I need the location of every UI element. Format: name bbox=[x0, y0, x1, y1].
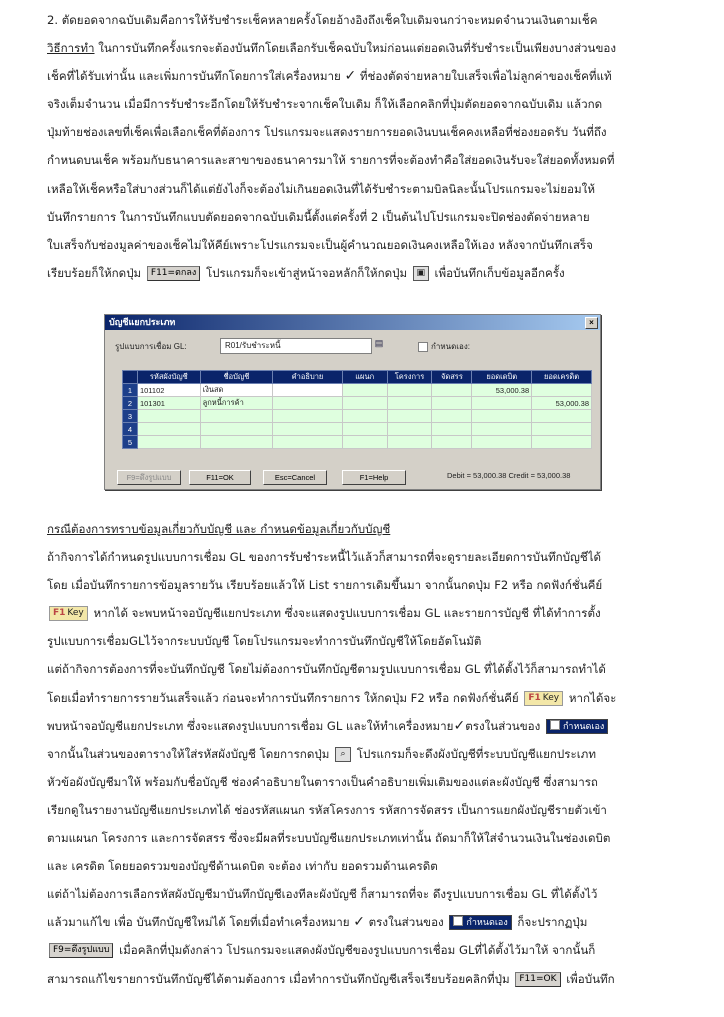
table-cell[interactable] bbox=[273, 436, 343, 449]
section1-line: กำหนดบนเช็ค พร้อมกับธนาคารและสาขาของธนาคารมาให้ รายการที่จะต้องทำคือใส่ยอดเงินรับจะใส่ยอดทั้งหมดที่ bbox=[47, 153, 615, 168]
row-number: 2 bbox=[123, 397, 138, 410]
row-number: 4 bbox=[123, 423, 138, 436]
table-cell[interactable] bbox=[200, 436, 273, 449]
table-cell[interactable] bbox=[532, 410, 592, 423]
section2-line: สามารถแก้ไขรายการบันทึกบัญชีได้ตามต้องการ เมื่อทำการบันทึกบัญชีเสร็จเรียบร้อยคลิกที่ปุ่ม F11=OK เพื่อบันทึก bbox=[47, 971, 615, 986]
f11-ok-chip[interactable]: F11=OK bbox=[515, 972, 560, 987]
row-number: 1 bbox=[123, 384, 138, 397]
column-header: แผนก bbox=[342, 371, 387, 384]
ok-button[interactable]: F11=OK bbox=[189, 470, 251, 485]
lookup-icon[interactable]: ▤ bbox=[374, 338, 384, 348]
column-header: รหัสผังบัญชี bbox=[137, 371, 200, 384]
table-cell[interactable] bbox=[432, 410, 472, 423]
table-cell[interactable] bbox=[472, 410, 532, 423]
table-cell[interactable] bbox=[342, 384, 387, 397]
gl-dialog bbox=[104, 314, 601, 490]
table-cell[interactable] bbox=[472, 436, 532, 449]
section2-paragraph bbox=[47, 515, 695, 993]
table-row[interactable] bbox=[123, 384, 592, 397]
section2-line: และ เครดิต โดยยอดรวมของบัญชีด้านเดบิต จะต้อง เท่ากับ ยอดรวมด้านเครดิต bbox=[47, 859, 438, 874]
custom-checkbox[interactable] bbox=[418, 342, 428, 352]
f9-template-button[interactable]: F9=ดึงรูปแบบ bbox=[117, 470, 181, 485]
section1-paragraph bbox=[47, 6, 695, 287]
table-cell[interactable] bbox=[342, 410, 387, 423]
table-cell[interactable] bbox=[387, 397, 432, 410]
section1-line: วิธีการทำ ในการบันทึกครั้งแรกจะต้องบันทึกโดยเลือกรับเช็คฉบับใหม่ก่อนแต่ยอดเงินที่รับชำระเป็นเพียงบางส่วนของ bbox=[47, 41, 617, 56]
column-header: จัดสรร bbox=[432, 371, 472, 384]
table-row[interactable] bbox=[123, 436, 592, 449]
section1-line: 2. ตัดยอดจากฉบับเดิมคือการให้รับชำระเช็คหลายครั้งโดยอ้างอิงถึงเช็คใบเดิมจนกว่าจะหมดจำนวนเงินตามเช็ค bbox=[47, 13, 598, 27]
column-header bbox=[123, 371, 138, 384]
format-input[interactable]: R01/รับชำระหนี้ bbox=[220, 338, 372, 354]
table-cell[interactable] bbox=[432, 423, 472, 436]
save-icon[interactable]: ▣ bbox=[413, 266, 429, 281]
table-row[interactable] bbox=[123, 397, 592, 410]
table-cell[interactable] bbox=[137, 423, 200, 436]
section2-line: ตามแผนก โครงการ และการจัดสรร ซึ่งจะมีผลที่ระบบบัญชีแยกประเภทเท่านั้น ถัดมาก็ให้ใส่จำนวนเงินในช่องเดบิต bbox=[47, 831, 611, 846]
checkmark-icon: ✓ bbox=[353, 914, 365, 931]
section1-line: บันทึกรายการ ในการบันทึกแบบตัดยอดจากฉบับเดิมนี้ตั้งแต่ครั้งที่ 2 เป็นต้นไปโปรแกรมจะปิดช่องตัดจ่ายหลาย bbox=[47, 209, 590, 224]
table-row[interactable] bbox=[123, 423, 592, 436]
section1-line: เช็คที่ได้รับเท่านั้น และเพิ่มการบันทึกโดยการใส่เครื่องหมาย ✓ ที่ช่องตัดจ่ายหลายใบเสร็จเพื่อไม่ลูกค่าของเช็คที่แท้ bbox=[47, 68, 612, 85]
table-cell[interactable] bbox=[432, 397, 472, 410]
section2-line: เรียกดูในรายงานบัญชีแยกประเภทได้ ช่องรหัสแผนก รหัสโครงการ รหัสการจัดสรร เป็นการแยกผังบัญชีรายตัวเข้า bbox=[47, 802, 607, 817]
table-cell[interactable] bbox=[200, 423, 273, 436]
table-cell[interactable] bbox=[137, 436, 200, 449]
table-cell[interactable]: 101301 bbox=[137, 397, 200, 410]
table-cell[interactable] bbox=[472, 423, 532, 436]
section2-line: โดย เมื่อบันทึกรายการข้อมูลรายวัน เรียบร้อยแล้วให้ List รายการเดิมขึ้นมา จากนั้นกดปุ่ม F2 หรือ กดฟังก์ชั่นคีย์ bbox=[47, 578, 603, 593]
section1-line: ปุ่มท้ายช่องเลขที่เช็คเพื่อเลือกเช็คที่ต้องการ โปรแกรมจะแสดงรายการยอดเงินบนเช็คคงเหลือที่ช่องยอดรับ วันที่ถึง bbox=[47, 125, 607, 140]
table-header bbox=[123, 371, 592, 384]
cancel-button[interactable]: Esc=Cancel bbox=[263, 470, 327, 485]
custom-label: กำหนดเอง: bbox=[431, 342, 470, 351]
help-button[interactable]: F1=Help bbox=[342, 470, 406, 485]
table-cell[interactable] bbox=[273, 423, 343, 436]
f9-template-chip[interactable]: F9=ดึงรูปแบบ bbox=[49, 943, 113, 958]
section2-line: รูปแบบการเชื่อมGLไว้จากระบบบัญชี โดยโปรแกรมจะทำการบันทึกบัญชีให้โดยอัตโนมัติ bbox=[47, 634, 482, 649]
table-cell[interactable] bbox=[273, 397, 343, 410]
section2-line: F1 Key หากได้ จะพบหน้าจอบัญชีแยกประเภท ซึ่งจะแสดงรูปแบบการเชื่อม GL และรายการบัญชี ที่ได้ทำการตั้ง bbox=[47, 599, 695, 627]
column-header: โครงการ bbox=[387, 371, 432, 384]
table-cell[interactable]: 101102 bbox=[137, 384, 200, 397]
section2-line: หัวข้อผังบัญชีมาให้ พร้อมกับชื่อบัญชี ช่องคำอธิบายในตารางเป็นคำอธิบายเพิ่มเติมของแต่ละผังบัญชี ซึ่งสามารถ bbox=[47, 774, 598, 789]
table-cell[interactable] bbox=[342, 423, 387, 436]
section2-line: จากนั้นในส่วนของตารางให้ใส่รหัสผังบัญชี โดยการกดปุ่ม ⌕ โปรแกรมก็จะดึงผังบัญชีที่ระบบบัญชีแยกประเภท bbox=[47, 746, 596, 761]
section2-line: F9=ดึงรูปแบบ เมื่อคลิกที่ปุ่มดังกล่าว โปรแกรมจะแสดงผังบัญชีของรูปแบบการเชื่อม GLที่ได้ตั้งไว้มาให้ จากนั้นก็ bbox=[47, 936, 695, 964]
table-cell[interactable] bbox=[387, 384, 432, 397]
table-cell[interactable] bbox=[200, 410, 273, 423]
table-cell[interactable] bbox=[532, 436, 592, 449]
table-cell[interactable] bbox=[432, 384, 472, 397]
table-cell[interactable] bbox=[387, 410, 432, 423]
column-header: ยอดเดบิต bbox=[472, 371, 532, 384]
close-button[interactable]: × bbox=[585, 317, 598, 329]
section1-line: จริงเต็มจำนวน เมื่อมีการรับชำระอีกโดยให้รับชำระจากเช็คใบเดิม ก็ให้เลือกคลิกที่ปุ่มตัดยอดจากฉบับเดิม แล้วกด bbox=[47, 97, 603, 112]
table-cell[interactable] bbox=[273, 384, 343, 397]
table-cell[interactable] bbox=[342, 397, 387, 410]
custom-checkbox-chip[interactable]: กำหนดเอง bbox=[546, 719, 608, 734]
table-cell[interactable]: เงินสด bbox=[200, 384, 273, 397]
section2-line: แต่ถ้าไม่ต้องการเลือกรหัสผังบัญชีมาบันทึกบัญชีเองทีละผังบัญชี ก็สามารถที่จะ ดึงรูปแบบการเชื่อม GL ที่ได้ตั้งไว้ bbox=[47, 887, 598, 902]
dialog-title: บัญชีแยกประเภท × bbox=[105, 315, 600, 330]
section2-line: แต่ถ้ากิจการต้องการที่จะบันทึกบัญชี โดยไม่ต้องการบันทึกบัญชีตามรูปแบบการเชื่อม GL ที่ได้ตั้งไว้ก็สามารถทำได้ bbox=[47, 662, 606, 677]
section2-heading: กรณีต้องการทราบข้อมูลเกี่ยวกับบัญชี และ กำหนดข้อมูลเกี่ยวกับบัญชี bbox=[47, 522, 391, 536]
table-cell[interactable] bbox=[137, 410, 200, 423]
f1-key-button[interactable]: F1 Key bbox=[49, 606, 88, 621]
section2-line: โดยเมื่อทำรายการรายวันเสร็จแล้ว ก่อนจะทำการบันทึกรายการ ให้กดปุ่ม F2 หรือ กดฟังก์ชั่นคีย์ F1 Key หากได้จะ bbox=[47, 690, 617, 705]
table-cell[interactable]: ลูกหนี้การค้า bbox=[200, 397, 273, 410]
format-label: รูปแบบการเชื่อม GL: bbox=[115, 342, 187, 351]
table-cell[interactable] bbox=[432, 436, 472, 449]
custom-checkbox-chip[interactable]: กำหนดเอง bbox=[449, 915, 511, 930]
table-cell[interactable] bbox=[387, 436, 432, 449]
totals-readout: Debit = 53,000.38 Credit = 53,000.38 bbox=[447, 471, 571, 480]
section2-line: แล้วมาแก้ไข เพื่อ บันทึกบัญชีใหม่ได้ โดยที่เมื่อทำเครื่องหมาย ✓ ตรงในส่วนของ กำหนดเอง ก็จะปรากฏปุ่ม bbox=[47, 914, 588, 931]
table-cell[interactable] bbox=[532, 423, 592, 436]
row-number: 5 bbox=[123, 436, 138, 449]
checkmark-icon: ✓ bbox=[453, 717, 466, 734]
table-cell[interactable] bbox=[387, 423, 432, 436]
row-number: 3 bbox=[123, 410, 138, 423]
table-cell[interactable] bbox=[273, 410, 343, 423]
column-header: ชื่อบัญชี bbox=[200, 371, 273, 384]
section1-line: ใบเสร็จกับช่องมูลค่าของเช็คไม่ให้คีย์เพราะโปรแกรมจะเป็นผู้คำนวณยอดเงินคงเหลือให้เอง หลังจากบันทึกเสร็จ bbox=[47, 237, 593, 252]
table-cell[interactable]: 53,000.38 bbox=[472, 384, 532, 397]
section2-line: ถ้ากิจการได้กำหนดรูปแบบการเชื่อม GL ของการรับชำระหนี้ไว้แล้วก็สามารถที่จะดูรายละเอียดการบันทึกบัญชีได้ bbox=[47, 550, 602, 565]
table-row[interactable] bbox=[123, 410, 592, 423]
section1-line: เรียบร้อยก็ให้กดปุ่ม F11=ตกลง โปรแกรมก็จะเข้าสู่หน้าจอหลักก็ให้กดปุ่ม ▣ เพื่อบันทึกเก็บข้อมูลอีกครั้ง bbox=[47, 265, 565, 280]
account-lookup-icon[interactable]: ⌕ bbox=[335, 747, 351, 762]
method-label: วิธีการทำ bbox=[47, 41, 95, 56]
column-header: ยอดเครดิต bbox=[532, 371, 592, 384]
table-cell[interactable]: 53,000.38 bbox=[532, 397, 592, 410]
section2-line: พบหน้าจอบัญชีแยกประเภท ซึ่งจะแสดงรูปแบบการเชื่อม GL และให้ทำเครื่องหมาย✓ตรงในส่วนของ กำหนดเอง bbox=[47, 712, 695, 740]
gl-table bbox=[122, 370, 592, 449]
section1-line: เหลือให้เช็คหรือใส่บางส่วนก็ได้แต่ยังไงก็จะต้องไม่เกินยอดเงินที่ได้รับชำระตามบิลนิละนั้นโปรแกรมจะไม่ยอมให้ bbox=[47, 181, 595, 196]
column-header: คำอธิบาย bbox=[273, 371, 343, 384]
f1-key-button[interactable]: F1 Key bbox=[524, 691, 563, 706]
f11-ok-button[interactable]: F11=ตกลง bbox=[147, 266, 200, 281]
checkmark-icon: ✓ bbox=[344, 68, 357, 85]
table-cell[interactable] bbox=[342, 436, 387, 449]
table-cell[interactable] bbox=[472, 397, 532, 410]
table-cell[interactable] bbox=[532, 384, 592, 397]
